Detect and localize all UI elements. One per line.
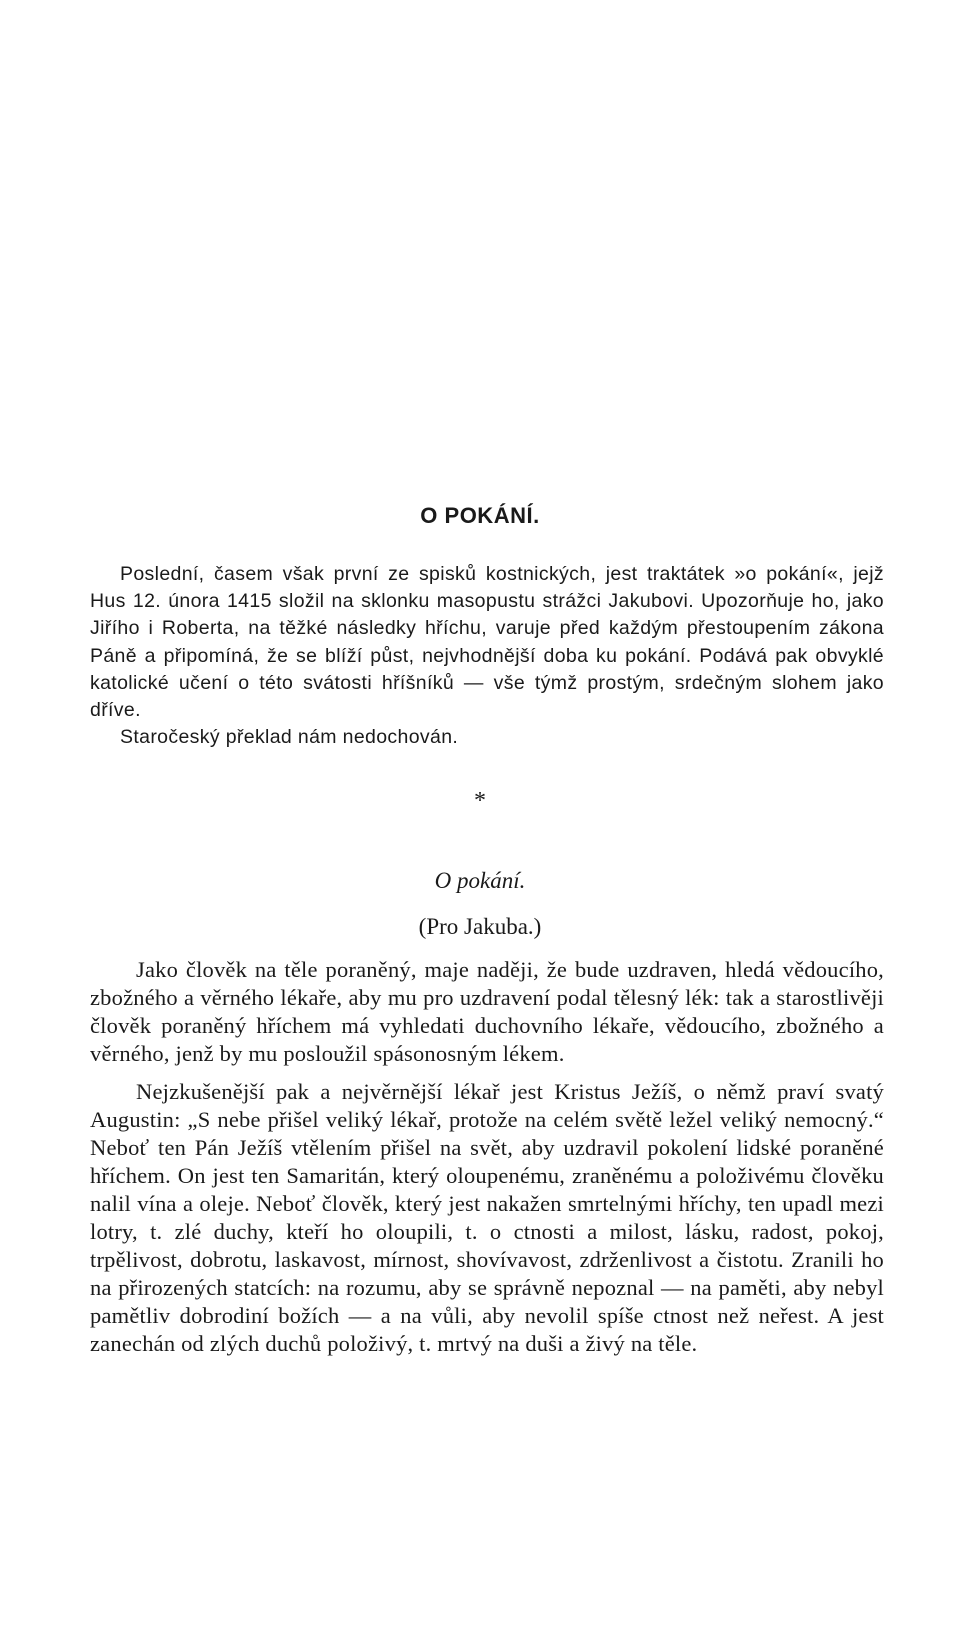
text-paragraph: Jako člověk na těle poraněný, maje naději, že bude uzdraven, hledá vědoucího, zbožného a věrného lékaře, aby mu pro uzdravení podal tělesný lék: tak a starostlivěji člověk poraněný hříchem má vyhledati duchovního lékaře, vědoucího, zbožného a věrného, jenž by mu posloužil spásonosným lékem. xyxy=(90,957,884,1066)
text-title: O pokání. xyxy=(434,868,526,893)
editor-introduction xyxy=(90,561,884,751)
intro-paragraph: Poslední, časem však první ze spisků kostnických, jest traktátek »o pokání«, jejž Hus 12. února 1415 složil na sklonku masopustu strážci Jakubovi. Upozorňuje ho, jako Jiřího i Roberta, na těžké následky hříchu, varuje před každým přestoupením zákona Páně a připomíná, že se blíží půst, nejvhodnější doba ku pokání. Podává pak obvyklé katolické učení o této svátosti hříšníků — vše týmž prostým, srdečným slohem jako dříve. xyxy=(90,563,884,722)
text-dedication: (Pro Jakuba.) xyxy=(418,914,542,939)
section-separator: * xyxy=(474,788,486,814)
chapter-heading: O POKÁNÍ. xyxy=(420,503,540,528)
text-paragraph: Nejzkušenější pak a nejvěrnější lékař jest Kristus Ježíš, o němž praví svatý Augustin: „S nebe přišel veliký lékař, protože na celém světě ležel veliký nemocný.“ Neboť ten Pán Ježíš vtělením přišel na svět, aby uzdravil pokolení lidské poraněné hříchem. On jest ten Samaritán, který oloupenému, zraněnému a položivému člověku nalil vína a oleje. Neboť člověk, který jest nakažen smrtelnými hříchy, ten upadl mezi lotry, t. zlé duchy, kteří ho oloupili, t. o ctnosti a milost, lásku, radost, pokoj, trpělivost, dobrotu, laskavost, mírnost, shovívavost, zdrženlivost a čistotu. Zranili ho na přirozených statcích: na rozumu, aby se správně nepoznal — na paměti, aby nebyl pamětliv dobrodiní božích — a na vůli, aby nevolil spíše ctnost než neřest. A jest zanechán od zlých duchů položivý, t. mrtvý na duši a živý na těle. xyxy=(90,1079,884,1356)
main-text xyxy=(90,956,884,1368)
intro-paragraph: Staročeský překlad nám nedochován. xyxy=(120,726,459,749)
